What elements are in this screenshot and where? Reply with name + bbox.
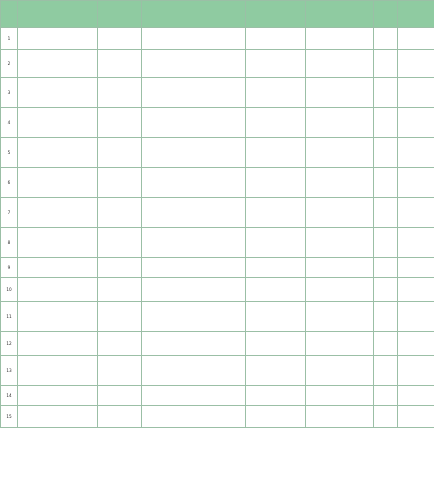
row-place [306, 50, 374, 78]
row-organizer [98, 386, 142, 406]
table-row [1, 50, 434, 78]
row-time [246, 278, 306, 302]
row-index: 12 [1, 332, 18, 356]
row-phone [398, 258, 434, 278]
table-row [1, 138, 434, 168]
row-time [246, 28, 306, 50]
row-phone [398, 386, 434, 406]
row-index: 1 [1, 28, 18, 50]
table-row [1, 168, 434, 198]
row-content [142, 302, 246, 332]
row-contact [374, 138, 398, 168]
table-row [1, 258, 434, 278]
row-index: 3 [1, 78, 18, 108]
row-phone [398, 332, 434, 356]
table-header-row [1, 1, 434, 28]
row-organizer [98, 108, 142, 138]
row-content [142, 50, 246, 78]
table-row [1, 108, 434, 138]
row-index: 2 [1, 50, 18, 78]
table-row [1, 332, 434, 356]
row-time [246, 138, 306, 168]
row-project-name [18, 78, 98, 108]
row-organizer [98, 302, 142, 332]
row-project-name [18, 386, 98, 406]
row-project-name [18, 302, 98, 332]
row-project-name [18, 332, 98, 356]
row-organizer [98, 78, 142, 108]
row-index: 10 [1, 278, 18, 302]
row-content [142, 28, 246, 50]
row-time [246, 258, 306, 278]
row-organizer [98, 356, 142, 386]
row-place [306, 258, 374, 278]
column-header-content [142, 1, 246, 28]
column-header-contact [374, 1, 398, 28]
row-organizer [98, 198, 142, 228]
column-header-project-name [18, 1, 98, 28]
table-row [1, 278, 434, 302]
row-content [142, 258, 246, 278]
table-row [1, 198, 434, 228]
row-project-name [18, 356, 98, 386]
row-index: 6 [1, 168, 18, 198]
row-project-name [18, 138, 98, 168]
row-place [306, 28, 374, 50]
row-index: 11 [1, 302, 18, 332]
row-organizer [98, 278, 142, 302]
row-organizer [98, 50, 142, 78]
row-contact [374, 356, 398, 386]
row-phone [398, 78, 434, 108]
row-time [246, 78, 306, 108]
table-row [1, 28, 434, 50]
row-contact [374, 278, 398, 302]
row-content [142, 78, 246, 108]
row-organizer [98, 258, 142, 278]
row-phone [398, 406, 434, 428]
row-place [306, 386, 374, 406]
row-project-name [18, 168, 98, 198]
row-organizer [98, 168, 142, 198]
row-time [246, 50, 306, 78]
row-place [306, 332, 374, 356]
column-header-index [1, 1, 18, 28]
row-contact [374, 50, 398, 78]
row-project-name [18, 108, 98, 138]
row-phone [398, 50, 434, 78]
column-header-phone [398, 1, 434, 28]
row-project-name [18, 406, 98, 428]
row-place [306, 302, 374, 332]
row-content [142, 332, 246, 356]
row-phone [398, 168, 434, 198]
row-content [142, 386, 246, 406]
row-time [246, 228, 306, 258]
row-phone [398, 28, 434, 50]
row-project-name [18, 228, 98, 258]
row-contact [374, 78, 398, 108]
row-content [142, 168, 246, 198]
row-project-name [18, 50, 98, 78]
row-content [142, 108, 246, 138]
row-time [246, 406, 306, 428]
row-phone [398, 108, 434, 138]
row-place [306, 138, 374, 168]
row-content [142, 228, 246, 258]
row-content [142, 356, 246, 386]
row-organizer [98, 332, 142, 356]
row-time [246, 108, 306, 138]
table-row [1, 78, 434, 108]
row-phone [398, 278, 434, 302]
table-row [1, 228, 434, 258]
row-organizer [98, 28, 142, 50]
row-place [306, 356, 374, 386]
row-contact [374, 332, 398, 356]
row-place [306, 78, 374, 108]
row-index: 7 [1, 198, 18, 228]
column-header-time [246, 1, 306, 28]
row-phone [398, 356, 434, 386]
row-contact [374, 168, 398, 198]
row-organizer [98, 406, 142, 428]
row-content [142, 138, 246, 168]
table-row [1, 386, 434, 406]
row-time [246, 302, 306, 332]
row-index: 8 [1, 228, 18, 258]
row-content [142, 406, 246, 428]
row-project-name [18, 28, 98, 50]
row-place [306, 406, 374, 428]
row-project-name [18, 258, 98, 278]
row-organizer [98, 138, 142, 168]
row-index: 4 [1, 108, 18, 138]
column-header-place [306, 1, 374, 28]
table-body [1, 28, 434, 428]
row-time [246, 198, 306, 228]
row-contact [374, 198, 398, 228]
row-place [306, 168, 374, 198]
row-index: 9 [1, 258, 18, 278]
row-content [142, 278, 246, 302]
row-project-name [18, 198, 98, 228]
row-contact [374, 228, 398, 258]
row-contact [374, 28, 398, 50]
row-index: 13 [1, 356, 18, 386]
row-phone [398, 198, 434, 228]
row-time [246, 386, 306, 406]
row-phone [398, 228, 434, 258]
row-index: 5 [1, 138, 18, 168]
row-phone [398, 302, 434, 332]
row-contact [374, 406, 398, 428]
row-place [306, 278, 374, 302]
row-organizer [98, 228, 142, 258]
column-header-organizer [98, 1, 142, 28]
row-contact [374, 386, 398, 406]
row-project-name [18, 278, 98, 302]
row-place [306, 108, 374, 138]
table-row [1, 302, 434, 332]
row-time [246, 332, 306, 356]
row-contact [374, 108, 398, 138]
row-contact [374, 258, 398, 278]
table-row [1, 406, 434, 428]
row-index: 14 [1, 386, 18, 406]
row-content [142, 198, 246, 228]
row-phone [398, 138, 434, 168]
table-row [1, 356, 434, 386]
row-place [306, 228, 374, 258]
row-time [246, 356, 306, 386]
row-index: 15 [1, 406, 18, 428]
row-place [306, 198, 374, 228]
row-contact [374, 302, 398, 332]
row-time [246, 168, 306, 198]
